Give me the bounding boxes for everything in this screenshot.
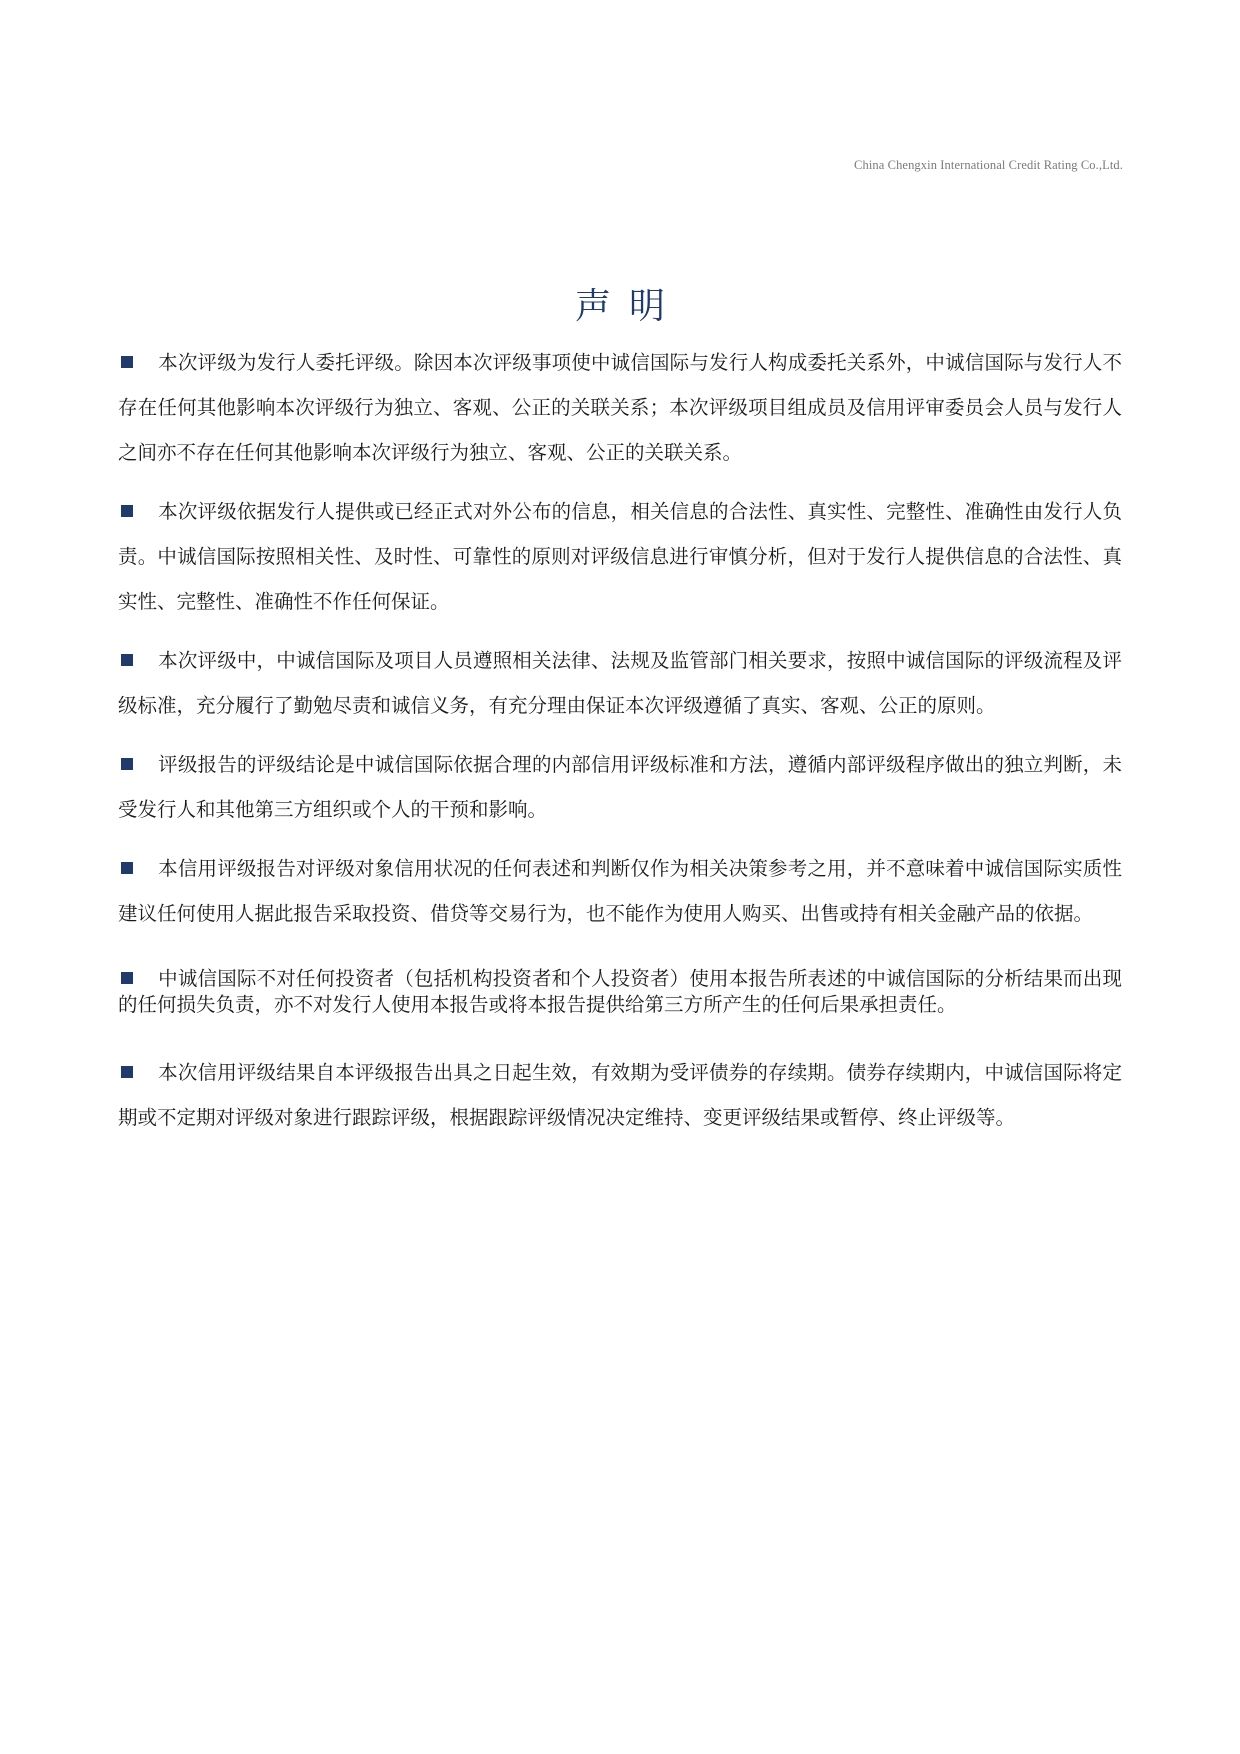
square-bullet-icon [121, 505, 133, 517]
square-bullet-icon [121, 654, 133, 666]
statement-text-6: 中诚信国际不对任何投资者（包括机构投资者和个人投资者）使用本报告所表述的中诚信国际的分析结果而出现的任何损失负责，亦不对发行人使用本报告或将本报告提供给第三方所产生的任何后果承担责任。 [118, 967, 1122, 1016]
statement-text-5: 本信用评级报告对评级对象信用状况的任何表述和判断仅作为相关决策参考之用，并不意味着中诚信国际实质性建议任何使用人据此报告采取投资、借贷等交易行为，也不能作为使用人购买、出售或持有相关金融产品的依据。 [118, 857, 1122, 925]
statement-paragraph-2 [118, 489, 1122, 624]
statement-text-3: 本次评级中，中诚信国际及项目人员遵照相关法律、法规及监管部门相关要求，按照中诚信国际的评级流程及评级标准，充分履行了勤勉尽责和诚信义务，有充分理由保证本次评级遵循了真实、客观、公正的原则。 [118, 649, 1122, 717]
statement-text-1: 本次评级为发行人委托评级。除因本次评级事项使中诚信国际与发行人构成委托关系外，中诚信国际与发行人不存在任何其他影响本次评级行为独立、客观、公正的关联关系；本次评级项目组成员及信用评审委员会人员与发行人之间亦不存在任何其他影响本次评级行为独立、客观、公正的关联关系。 [118, 351, 1122, 464]
statement-paragraph-3 [118, 638, 1122, 728]
statement-paragraph-7 [118, 1050, 1122, 1140]
header-company-name: China Chengxin International Credit Rating Co.,Ltd. [854, 158, 1123, 172]
statement-body [118, 340, 1122, 1140]
page-title: 声明 [574, 286, 683, 327]
statement-paragraph-4 [118, 742, 1122, 832]
statement-paragraph-5 [118, 846, 1122, 936]
square-bullet-icon [121, 1066, 133, 1078]
square-bullet-icon [121, 862, 133, 874]
statement-paragraph-1 [118, 340, 1122, 475]
statement-text-4: 评级报告的评级结论是中诚信国际依据合理的内部信用评级标准和方法，遵循内部评级程序做出的独立判断，未受发行人和其他第三方组织或个人的干预和影响。 [118, 753, 1122, 821]
statement-paragraph-6 [118, 966, 1122, 1018]
statement-text-2: 本次评级依据发行人提供或已经正式对外公布的信息，相关信息的合法性、真实性、完整性、准确性由发行人负责。中诚信国际按照相关性、及时性、可靠性的原则对评级信息进行审慎分析，但对于发行人提供信息的合法性、真实性、完整性、准确性不作任何保证。 [118, 500, 1122, 613]
square-bullet-icon [121, 972, 133, 984]
statement-text-7: 本次信用评级结果自本评级报告出具之日起生效，有效期为受评债券的存续期。债券存续期内，中诚信国际将定期或不定期对评级对象进行跟踪评级，根据跟踪评级情况决定维持、变更评级结果或暂停、终止评级等。 [118, 1061, 1122, 1129]
square-bullet-icon [121, 356, 133, 368]
square-bullet-icon [121, 758, 133, 770]
